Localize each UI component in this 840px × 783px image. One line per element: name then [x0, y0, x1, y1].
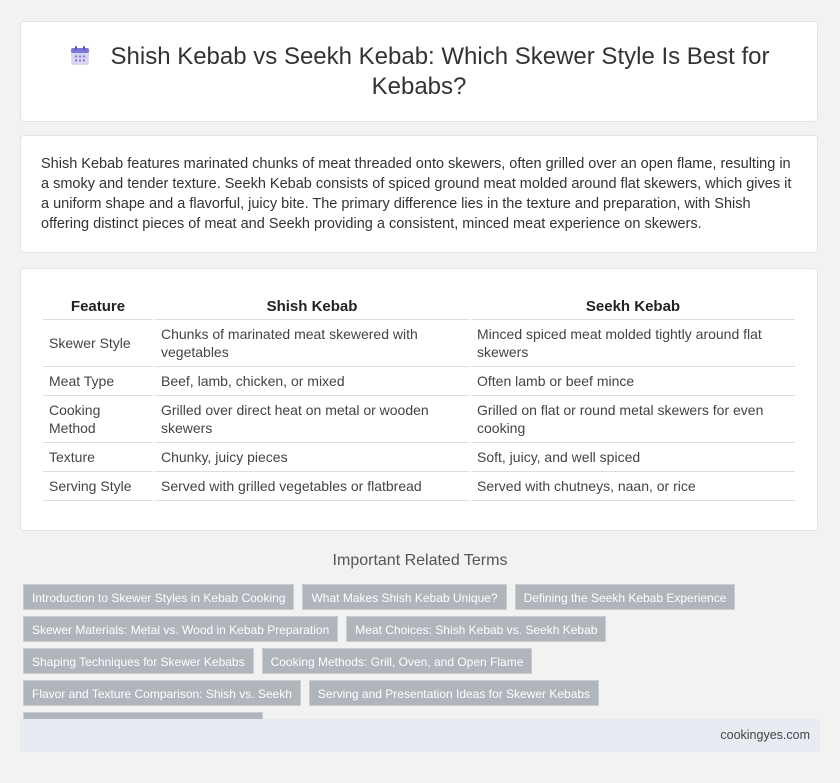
related-term-link[interactable]: Introduction to Skewer Styles in Kebab Cooking: [23, 584, 294, 610]
comparison-table: [41, 293, 797, 501]
related-term-link[interactable]: Meat Choices: Shish Kebab vs. Seekh Kebab: [346, 616, 606, 642]
table-cell-feature: Serving Style: [43, 472, 153, 501]
table-cell-seekh: Minced spiced meat molded tightly around flat skewers: [471, 320, 795, 367]
related-term-link[interactable]: What Makes Shish Kebab Unique?: [302, 584, 506, 610]
table-header-row: [43, 293, 795, 320]
related-terms-heading: Important Related Terms: [332, 552, 508, 569]
table-row: [43, 443, 795, 472]
table-cell-feature: Cooking Method: [43, 396, 153, 443]
comparison-card: [20, 268, 818, 531]
table-row: [43, 367, 795, 396]
intro-card: [20, 135, 818, 253]
table-row: [43, 396, 795, 443]
page-title: [59, 42, 779, 102]
title-card: [20, 21, 818, 122]
table-row: [43, 320, 795, 367]
table-cell-seekh: Served with chutneys, naan, or rice: [471, 472, 795, 501]
table-cell-feature: Texture: [43, 443, 153, 472]
related-terms-list: [23, 584, 813, 738]
table-cell-seekh: Often lamb or beef mince: [471, 367, 795, 396]
intro-paragraph: Shish Kebab features marinated chunks of meat threaded onto skewers, often grilled over an open flame, resulting in a smoky and tender texture. Seekh Kebab consists of spiced ground meat molded around flat skewers, which gives it a uniform shape and a flavorful, juicy bite. The primary difference lies in the texture and preparation, with Shish offering distinct pieces of meat and Seekh providing a consistent, minced meat experience on skewers.: [41, 156, 792, 232]
footer-site-name[interactable]: cookingyes.com: [720, 728, 810, 742]
table-cell-seekh: Grilled on flat or round metal skewers for even cooking: [471, 396, 795, 443]
related-term-link[interactable]: Defining the Seekh Kebab Experience: [515, 584, 736, 610]
table-cell-shish: Beef, lamb, chicken, or mixed: [155, 367, 469, 396]
related-term-link[interactable]: Flavor and Texture Comparison: Shish vs. Seekh: [23, 680, 301, 706]
footer: [20, 719, 820, 752]
table-cell-shish: Chunks of marinated meat skewered with vegetables: [155, 320, 469, 367]
column-header-seekh: Seekh Kebab: [471, 293, 795, 320]
table-cell-feature: Meat Type: [43, 367, 153, 396]
table-cell-feature: Skewer Style: [43, 320, 153, 367]
calendar-icon: [69, 45, 91, 67]
related-term-link[interactable]: Shaping Techniques for Skewer Kebabs: [23, 648, 254, 674]
related-term-link[interactable]: Skewer Materials: Metal vs. Wood in Kebab Preparation: [23, 616, 338, 642]
table-cell-shish: Grilled over direct heat on metal or wooden skewers: [155, 396, 469, 443]
table-cell-seekh: Soft, juicy, and well spiced: [471, 443, 795, 472]
column-header-shish: Shish Kebab: [155, 293, 469, 320]
column-header-feature: Feature: [43, 293, 153, 320]
table-cell-shish: Served with grilled vegetables or flatbread: [155, 472, 469, 501]
table-row: [43, 472, 795, 501]
related-term-link[interactable]: Cooking Methods: Grill, Oven, and Open Flame: [262, 648, 533, 674]
page-title-text: Shish Kebab vs Seekh Kebab: Which Skewer Style Is Best for Kebabs?: [110, 42, 770, 100]
related-term-link[interactable]: Serving and Presentation Ideas for Skewer Kebabs: [309, 680, 599, 706]
table-cell-shish: Chunky, juicy pieces: [155, 443, 469, 472]
